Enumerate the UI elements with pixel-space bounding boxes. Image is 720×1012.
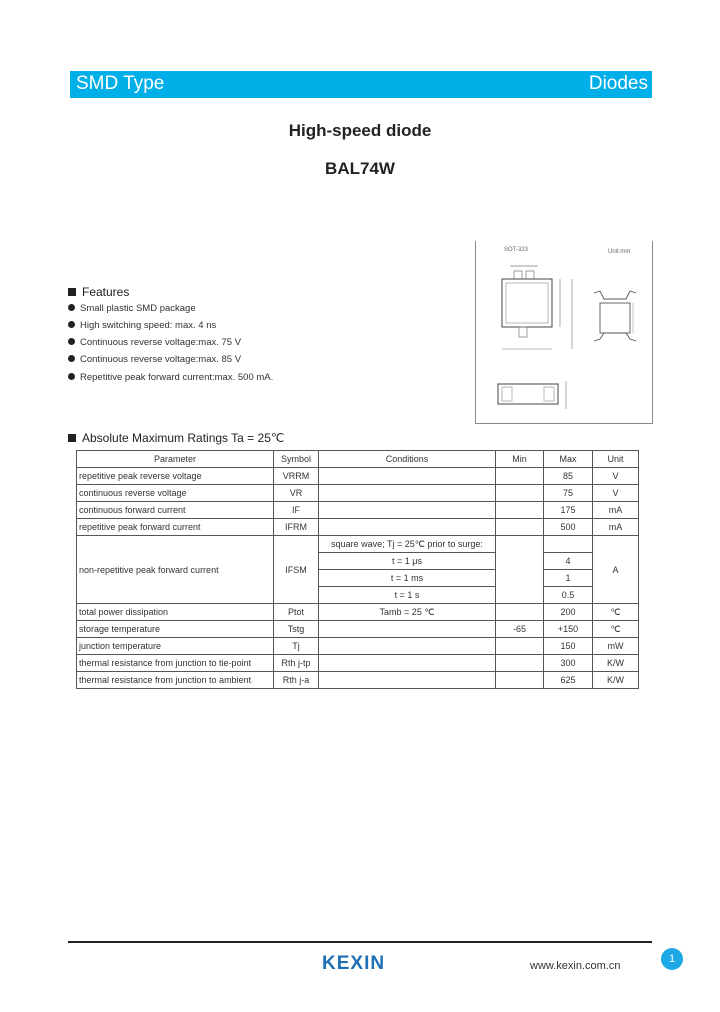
parameter-cell: thermal resistance from junction to tie-point (77, 655, 274, 672)
parameter-cell: storage temperature (77, 621, 274, 638)
parameter-cell: repetitive peak forward current (77, 519, 274, 536)
max-cell: 4 (544, 553, 593, 570)
symbol-cell: IFSM (274, 536, 319, 604)
max-cell: 85 (544, 468, 593, 485)
package-drawing (475, 241, 653, 424)
symbol-cell: Tstg (274, 621, 319, 638)
table-row (77, 485, 639, 502)
company-logo: KEXIN (322, 953, 386, 974)
conditions-cell (319, 502, 496, 519)
table-header-row (77, 451, 639, 468)
unit-cell: K/W (593, 655, 639, 672)
conditions-cell: t = 1 ms (319, 570, 496, 587)
conditions-cell: square wave; Tj = 25℃ prior to surge: (319, 536, 496, 553)
table-row (77, 604, 639, 621)
conditions-cell: t = 1 μs (319, 553, 496, 570)
max-cell: 200 (544, 604, 593, 621)
ratings-heading: Absolute Maximum Ratings Ta = 25℃ (68, 431, 284, 445)
conditions-cell (319, 672, 496, 689)
unit-label: Unit:mm (608, 249, 631, 255)
min-cell (496, 502, 544, 519)
max-cell: 625 (544, 672, 593, 689)
unit-cell: mA (593, 502, 639, 519)
min-cell (496, 655, 544, 672)
symbol-cell: IF (274, 502, 319, 519)
max-cell: 500 (544, 519, 593, 536)
symbol-cell: Rth j-a (274, 672, 319, 689)
ratings-table (76, 450, 639, 689)
conditions-cell (319, 638, 496, 655)
column-header: Unit (593, 451, 639, 468)
symbol-cell: VR (274, 485, 319, 502)
square-bullet-icon (68, 288, 76, 296)
min-cell (496, 672, 544, 689)
min-cell (496, 485, 544, 502)
feature-item: Small plastic SMD package (68, 303, 196, 314)
conditions-cell (319, 621, 496, 638)
symbol-cell: Ptot (274, 604, 319, 621)
column-header: Conditions (319, 451, 496, 468)
max-cell: 150 (544, 638, 593, 655)
conditions-cell (319, 655, 496, 672)
parameter-cell: thermal resistance from junction to ambient (77, 672, 274, 689)
max-cell: 0.5 (544, 587, 593, 604)
page-number: 1 (661, 948, 683, 970)
unit-cell: K/W (593, 672, 639, 689)
table-row (77, 672, 639, 689)
conditions-cell (319, 519, 496, 536)
parameter-cell: continuous reverse voltage (77, 485, 274, 502)
feature-item: Continuous reverse voltage:max. 85 V (68, 354, 241, 365)
table-row (77, 655, 639, 672)
symbol-cell: IFRM (274, 519, 319, 536)
table-row (77, 519, 639, 536)
max-cell: 300 (544, 655, 593, 672)
min-cell (496, 536, 544, 604)
min-cell (496, 468, 544, 485)
unit-cell: A (593, 536, 639, 604)
unit-cell: ℃ (593, 604, 639, 621)
header-band (70, 71, 652, 98)
footer-divider (68, 941, 652, 943)
max-cell: 175 (544, 502, 593, 519)
table-row (77, 638, 639, 655)
min-cell: -65 (496, 621, 544, 638)
unit-cell: ℃ (593, 621, 639, 638)
min-cell (496, 519, 544, 536)
header-category: SMD Type (76, 73, 165, 94)
column-header: Parameter (77, 451, 274, 468)
conditions-cell (319, 485, 496, 502)
symbol-cell: VRRM (274, 468, 319, 485)
table-row (77, 536, 639, 553)
features-heading: Features (68, 285, 129, 299)
column-header: Min (496, 451, 544, 468)
parameter-cell: total power dissipation (77, 604, 274, 621)
bullet-icon (68, 321, 75, 328)
column-header: Max (544, 451, 593, 468)
website-link[interactable]: www.kexin.com.cn (530, 960, 621, 972)
document-title: High-speed diode (288, 121, 432, 140)
max-cell (544, 536, 593, 553)
conditions-cell: Tamb = 25 ℃ (319, 604, 496, 621)
min-cell (496, 604, 544, 621)
parameter-cell: non-repetitive peak forward current (77, 536, 274, 604)
feature-item: Continuous reverse voltage:max. 75 V (68, 337, 241, 348)
feature-item: High switching speed: max. 4 ns (68, 320, 216, 331)
parameter-cell: continuous forward current (77, 502, 274, 519)
parameter-cell: repetitive peak reverse voltage (77, 468, 274, 485)
bullet-icon (68, 304, 75, 311)
bullet-icon (68, 338, 75, 345)
table-row (77, 621, 639, 638)
conditions-cell (319, 468, 496, 485)
package-label: SOT-323 (504, 247, 529, 253)
unit-cell: V (593, 485, 639, 502)
table-row (77, 468, 639, 485)
bullet-icon (68, 355, 75, 362)
bullet-icon (68, 373, 75, 380)
max-cell: 1 (544, 570, 593, 587)
symbol-cell: Tj (274, 638, 319, 655)
conditions-cell: t = 1 s (319, 587, 496, 604)
column-header: Symbol (274, 451, 319, 468)
unit-cell: mA (593, 519, 639, 536)
square-bullet-icon (68, 434, 76, 442)
unit-cell: mW (593, 638, 639, 655)
symbol-cell: Rth j-tp (274, 655, 319, 672)
feature-item: Repetitive peak forward current:max. 500 mA. (68, 372, 273, 383)
max-cell: 75 (544, 485, 593, 502)
min-cell (496, 638, 544, 655)
unit-cell: V (593, 468, 639, 485)
package-outline-graphic (476, 241, 652, 423)
header-type: Diodes (588, 73, 648, 94)
max-cell: +150 (544, 621, 593, 638)
part-number: BAL74W (325, 159, 395, 178)
table-row (77, 502, 639, 519)
parameter-cell: junction temperature (77, 638, 274, 655)
